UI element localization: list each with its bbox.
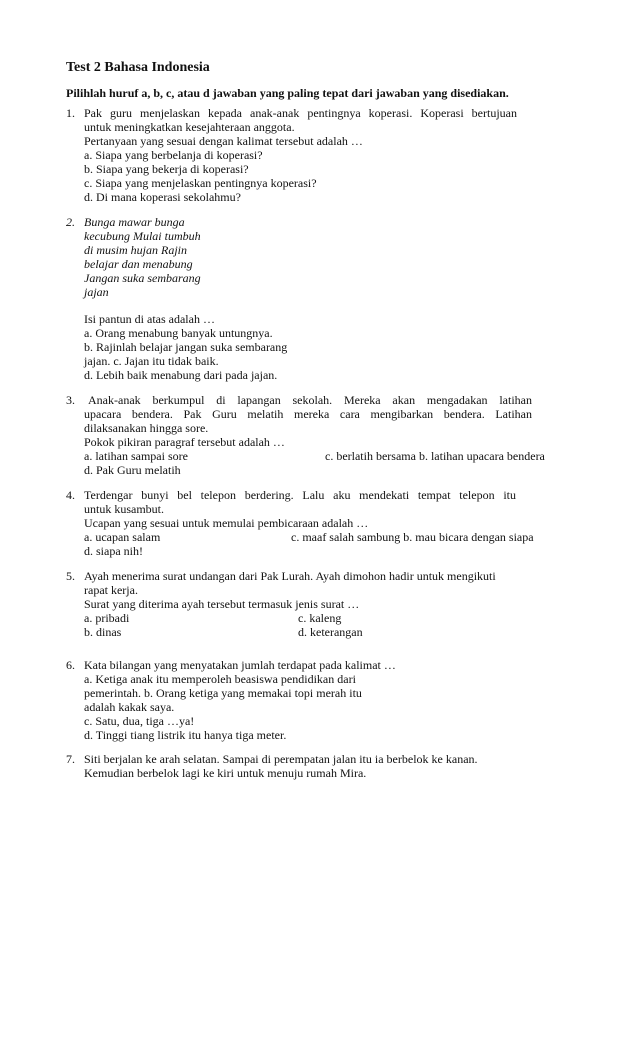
question-text: Ayah menerima surat undangan dari Pak Lurah. Ayah dimohon hadir untuk mengikuti (84, 569, 496, 583)
option-b: b. dinas (84, 625, 122, 639)
question-text: Pak guru menjelaskan kepada anak-anak pentingnya koperasi. Koperasi bertujuan (84, 106, 517, 120)
question-number: 2. (66, 215, 75, 229)
option-d: d. Pak Guru melatih (84, 463, 181, 477)
question-number: 4. (66, 488, 75, 502)
question-prompt: Surat yang diterima ayah tersebut termasuk jenis surat … (84, 597, 360, 611)
question-prompt: Ucapan yang sesuai untuk memulai pembicaraan adalah … (84, 516, 369, 530)
pantun-line: belajar dan menabung (84, 257, 193, 271)
question-text: upacara bendera. Pak Guru melatih mereka cara mengibarkan bendera. Latihan (84, 407, 532, 421)
option-d: d. siapa nih! (84, 544, 143, 558)
question-number: 5. (66, 569, 75, 583)
question-prompt: Isi pantun di atas adalah … (84, 312, 215, 326)
pantun-line: jajan (84, 285, 109, 299)
page-title: Test 2 Bahasa Indonesia (66, 60, 210, 75)
question-text: dilaksanakan hingga sore. (84, 421, 209, 435)
question-prompt: Kata bilangan yang menyatakan jumlah terdapat pada kalimat … (84, 658, 396, 672)
option-d: d. Tinggi tiang listrik itu hanya tiga meter. (84, 728, 287, 742)
option-c: jajan. c. Jajan itu tidak baik. (84, 354, 219, 368)
question-text: rapat kerja. (84, 583, 138, 597)
option-b: b. Rajinlah belajar jangan suka sembarang (84, 340, 288, 354)
option-b: b. Siapa yang bekerja di koperasi? (84, 162, 249, 176)
question-text: Anak-anak berkumpul di lapangan sekolah. Mereka akan mengadakan latihan (88, 393, 532, 407)
option-b: pemerintah. b. Orang ketiga yang memakai topi merah itu (84, 686, 362, 700)
pantun-line: Bunga mawar bunga (84, 215, 185, 229)
option-a: a. pribadi (84, 611, 130, 625)
option-a: a. latihan sampai sore (84, 449, 188, 463)
question-text: Terdengar bunyi bel telepon berdering. Lalu aku mendekati tempat telepon itu (84, 488, 516, 502)
question-number: 1. (66, 106, 75, 120)
option-a: a. Siapa yang berbelanja di koperasi? (84, 148, 263, 162)
question-number: 6. (66, 658, 75, 672)
question-prompt: Pokok pikiran paragraf tersebut adalah … (84, 435, 285, 449)
option-c: c. Siapa yang menjelaskan pentingnya koperasi? (84, 176, 317, 190)
pantun-line: kecubung Mulai tumbuh (84, 229, 201, 243)
pantun-line: Jangan suka sembarang (84, 271, 201, 285)
question-text: untuk kusambut. (84, 502, 164, 516)
option-a: a. ucapan salam (84, 530, 161, 544)
option-d: d. Lebih baik menabung dari pada jajan. (84, 368, 278, 382)
option-c: c. kaleng (298, 611, 342, 625)
option-c-b: c. maaf salah sambung b. mau bicara dengan siapa (291, 530, 534, 544)
question-text: Siti berjalan ke arah selatan. Sampai di perempatan jalan itu ia berbelok ke kanan. (84, 752, 478, 766)
option-d: d. Di mana koperasi sekolahmu? (84, 190, 241, 204)
pantun-line: di musim hujan Rajin (84, 243, 188, 257)
option-a: a. Orang menabung banyak untungnya. (84, 326, 273, 340)
question-number: 3. (66, 393, 75, 407)
option-c: c. Satu, dua, tiga …ya! (84, 714, 195, 728)
question-prompt: Pertanyaan yang sesuai dengan kalimat tersebut adalah … (84, 134, 363, 148)
option-a: a. Ketiga anak itu memperoleh beasiswa pendidikan dari (84, 672, 356, 686)
option-d: d. keterangan (298, 625, 363, 639)
question-number: 7. (66, 752, 75, 766)
option-b-continued: adalah kakak saya. (84, 700, 175, 714)
option-c-b: c. berlatih bersama b. latihan upacara bendera (325, 449, 545, 463)
question-text: untuk meningkatkan kesejahteraan anggota. (84, 120, 295, 134)
instruction: Pilihlah huruf a, b, c, atau d jawaban yang paling tepat dari jawaban yang disediakan. (66, 86, 509, 100)
question-text: Kemudian berbelok lagi ke kiri untuk menuju rumah Mira. (84, 766, 367, 780)
